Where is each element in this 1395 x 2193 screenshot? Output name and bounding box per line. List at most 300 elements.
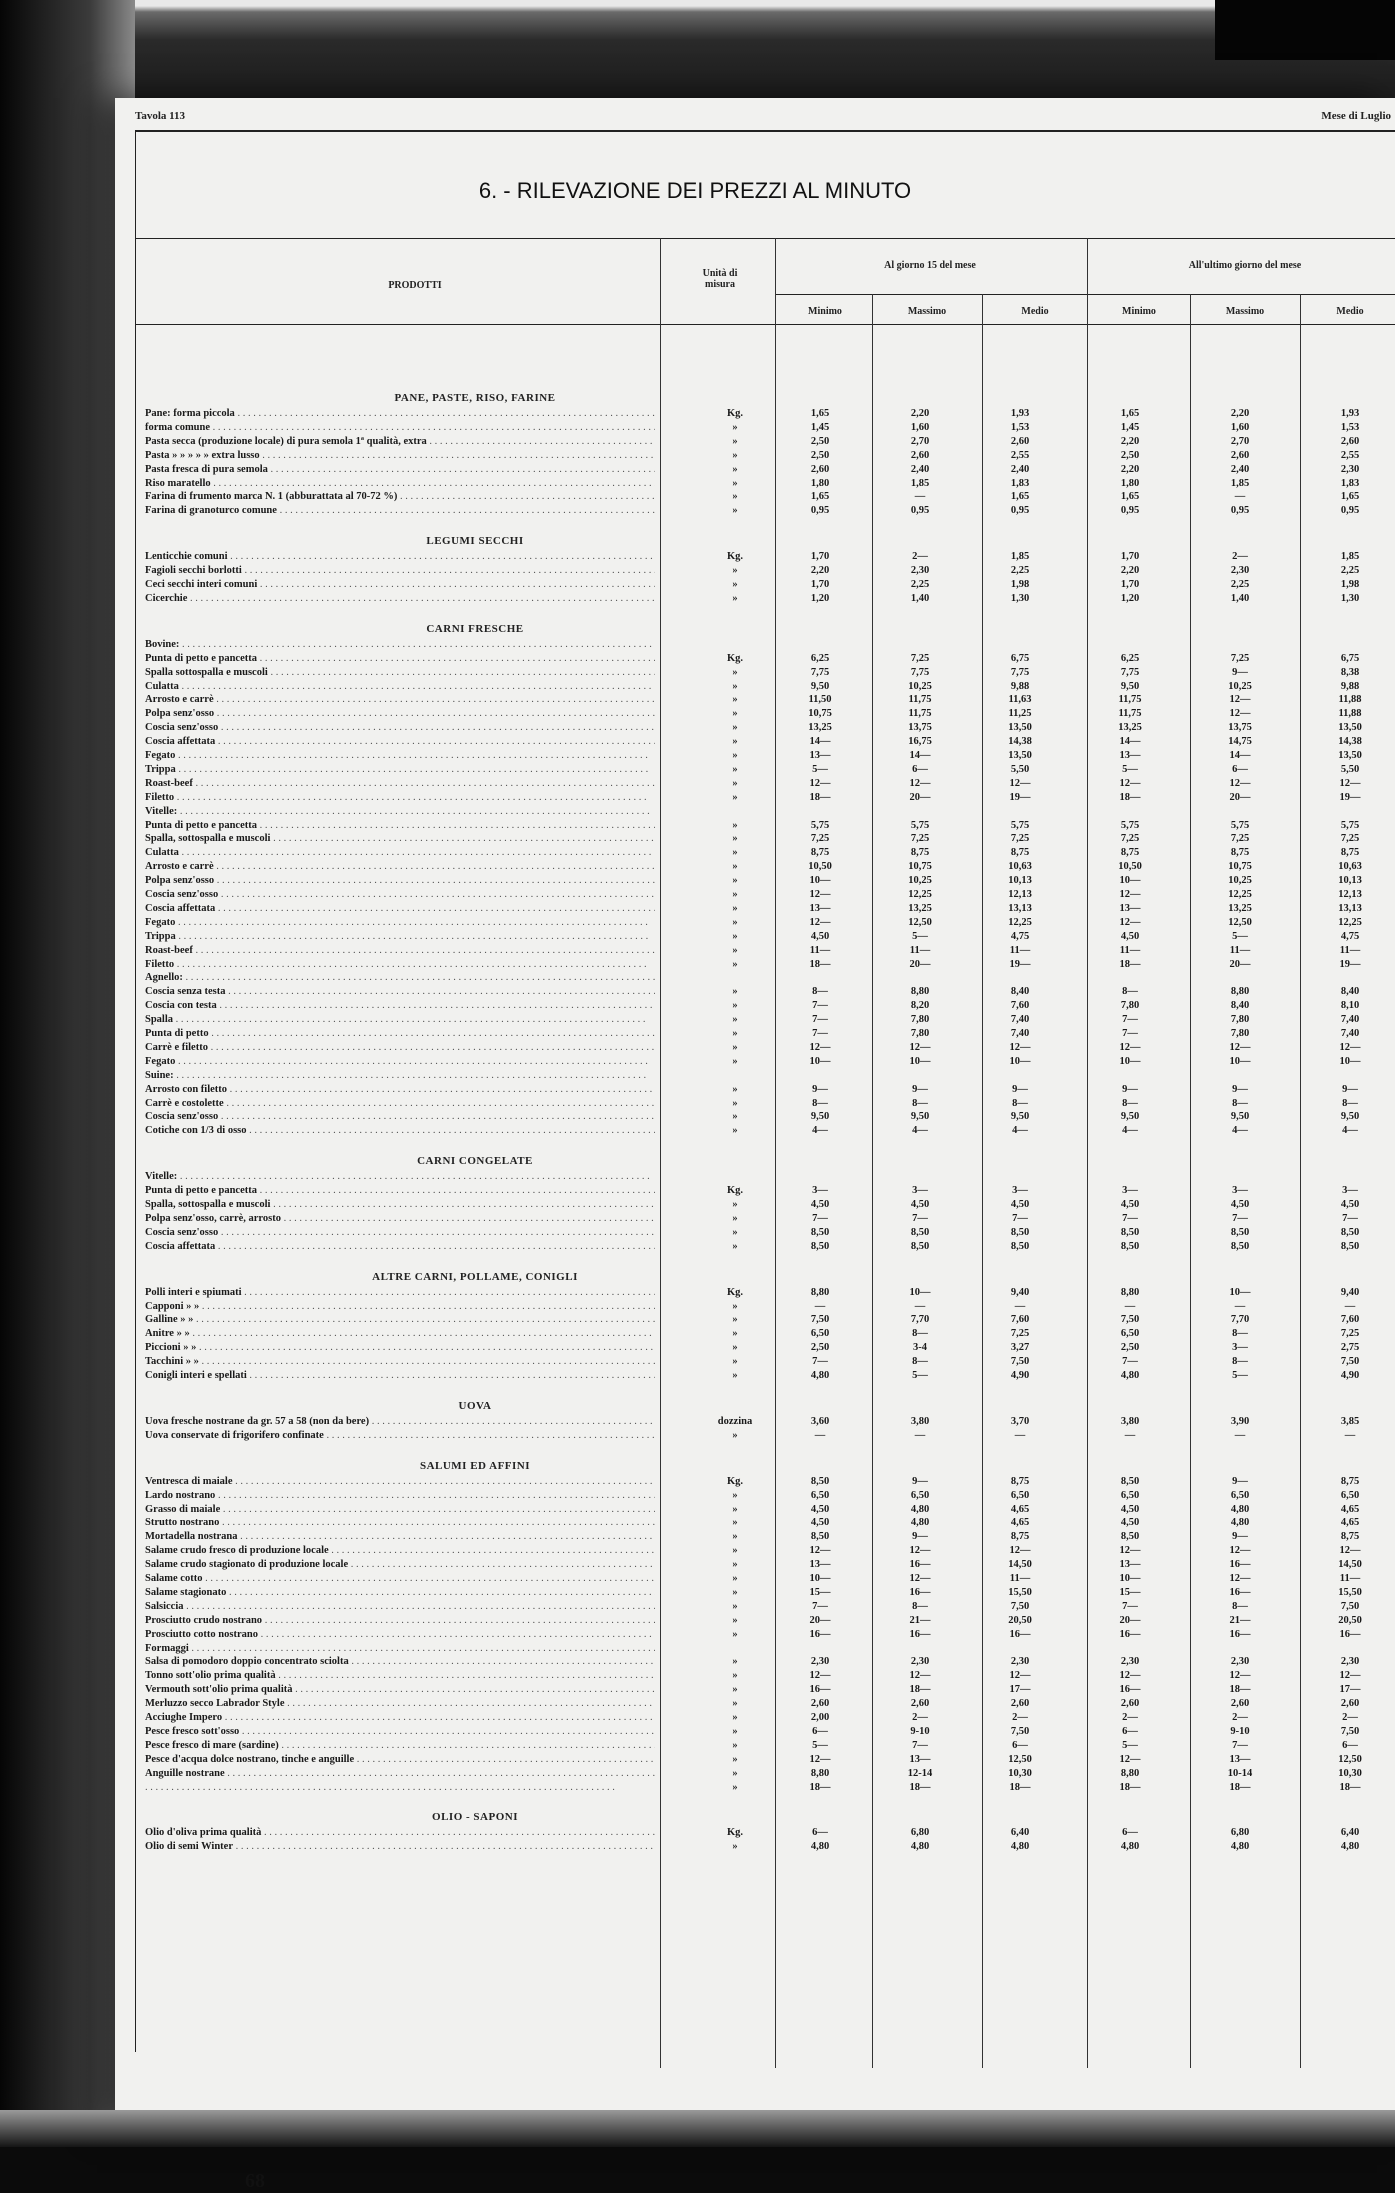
price-avg-15: 18— xyxy=(1009,1781,1031,1793)
price-max-15: 13,75 xyxy=(908,722,932,734)
product-name: Filetto . . . xyxy=(145,959,655,970)
price-avg-last: 9,50 xyxy=(1340,1111,1360,1123)
table-row xyxy=(135,1056,1395,1070)
price-min-last: 10,50 xyxy=(1118,861,1142,873)
product-name: Punta di petto e pancetta . . . xyxy=(145,820,655,831)
price-max-15: 7,75 xyxy=(910,666,930,678)
price-min-last: 6— xyxy=(1122,1827,1138,1839)
product-name: Pasta fresca di pura semola . . . xyxy=(145,464,655,475)
price-min-last: 1,45 xyxy=(1120,421,1140,433)
price-avg-last: 4,50 xyxy=(1340,1199,1360,1210)
price-avg-last: 1,30 xyxy=(1340,592,1360,604)
price-avg-last: 8,40 xyxy=(1340,986,1360,998)
price-avg-last: 10,30 xyxy=(1338,1767,1362,1779)
table-row xyxy=(135,1084,1395,1098)
price-min-last: 1,70 xyxy=(1120,579,1140,590)
price-max-last: 2— xyxy=(1232,1712,1248,1723)
price-min-15: 8,80 xyxy=(810,1286,830,1298)
price-avg-15: 4,75 xyxy=(1010,930,1030,942)
price-min-last: 11,75 xyxy=(1118,694,1142,706)
price-min-last: 8— xyxy=(1122,1097,1138,1109)
price-max-15: 5— xyxy=(912,930,928,942)
price-avg-last: 8— xyxy=(1342,1097,1358,1109)
product-name: Salsa di pomodoro doppio concentrato sciolta . . . xyxy=(145,1656,655,1667)
price-avg-15: — xyxy=(1014,1429,1026,1441)
price-max-last: 8,50 xyxy=(1230,1240,1250,1252)
price-max-15: 5,75 xyxy=(910,819,930,831)
table-row xyxy=(135,1517,1395,1531)
col-head-min-1: Minimo xyxy=(808,306,842,317)
product-name: Cicerchie . . . xyxy=(145,593,655,604)
price-min-last: 4,80 xyxy=(1120,1841,1140,1853)
table-row xyxy=(135,1241,1395,1255)
unit-cell: » xyxy=(732,421,738,433)
price-avg-last: 1,83 xyxy=(1340,477,1360,489)
price-avg-15: 13,50 xyxy=(1008,750,1032,761)
price-avg-15: 4,90 xyxy=(1010,1370,1030,1381)
price-min-15: 20— xyxy=(809,1614,831,1626)
product-name: Fegato . . . xyxy=(145,750,655,761)
price-min-15: 12— xyxy=(809,1753,831,1765)
price-max-last: 10-14 xyxy=(1227,1767,1253,1779)
table-row xyxy=(135,736,1395,750)
price-max-15: 11— xyxy=(909,944,931,956)
unit-cell: » xyxy=(732,1000,738,1012)
table-row xyxy=(135,1629,1395,1643)
unit-cell: » xyxy=(732,1753,738,1765)
price-min-15: 9— xyxy=(812,1083,828,1095)
table-row xyxy=(135,1356,1395,1370)
unit-cell: » xyxy=(732,1429,738,1441)
price-avg-15: 2,55 xyxy=(1010,449,1030,461)
product-name: Farina di granoturco comune . . . xyxy=(145,505,655,516)
unit-cell: » xyxy=(732,1600,738,1612)
col-head-products: PRODOTTI xyxy=(388,280,442,291)
price-min-15: 0,95 xyxy=(810,505,830,517)
scan-top-edge xyxy=(0,0,1395,105)
unit-cell: » xyxy=(732,449,738,461)
table-row xyxy=(135,653,1395,667)
product-name: Polli interi e spiumati . . . xyxy=(145,1287,655,1298)
product-name: Riso maratello . . . xyxy=(145,478,655,489)
page-number: 68 xyxy=(245,2170,265,2192)
price-min-last: 7,25 xyxy=(1120,833,1140,845)
price-min-15: 10— xyxy=(809,1055,831,1067)
price-min-last: 1,70 xyxy=(1120,551,1140,563)
unit-cell: » xyxy=(732,565,738,577)
price-max-15: 12— xyxy=(909,1041,931,1053)
price-max-last: 8— xyxy=(1232,1328,1248,1340)
price-avg-last: 5,75 xyxy=(1340,819,1360,831)
price-min-15: 1,70 xyxy=(810,579,830,590)
unit-cell: » xyxy=(732,592,738,604)
product-name: Salame cotto . . . xyxy=(145,1573,655,1584)
price-max-15: 13,25 xyxy=(908,902,932,914)
table-row xyxy=(135,1827,1395,1841)
table-row xyxy=(135,1559,1395,1573)
price-min-last: 2,20 xyxy=(1120,435,1140,447)
price-avg-15: 1,53 xyxy=(1010,421,1030,433)
price-avg-15: 10,30 xyxy=(1008,1767,1032,1779)
price-avg-last: 7,50 xyxy=(1340,1356,1360,1368)
price-min-15: 4— xyxy=(812,1125,828,1137)
price-max-15: 12,50 xyxy=(908,916,932,928)
price-max-last: 4,50 xyxy=(1230,1199,1250,1210)
price-min-last: 15— xyxy=(1119,1586,1141,1598)
product-name: Coscia senz'osso . . . xyxy=(145,1227,655,1238)
table-row xyxy=(135,959,1395,973)
price-max-15: 8— xyxy=(912,1328,928,1340)
product-name: Pesce fresco di mare (sardine) . . . xyxy=(145,1740,655,1751)
price-max-last: 5,75 xyxy=(1230,819,1250,831)
product-name: Coscia affettata . . . xyxy=(145,736,655,747)
price-min-15: 4,50 xyxy=(810,930,830,942)
price-min-15: 8,50 xyxy=(810,1531,830,1543)
price-max-15: 11,75 xyxy=(908,694,932,706)
price-avg-15: 11,63 xyxy=(1008,694,1032,706)
price-avg-15: 15,50 xyxy=(1008,1586,1032,1598)
price-min-last: 6,25 xyxy=(1120,652,1140,664)
product-name: Coscia affettata . . . xyxy=(145,1241,655,1252)
price-avg-15: 3,27 xyxy=(1010,1342,1030,1354)
price-avg-15: 7,60 xyxy=(1010,1000,1030,1012)
price-max-15: 12— xyxy=(909,1545,931,1557)
price-avg-last: 1,53 xyxy=(1340,421,1360,433)
price-avg-last: — xyxy=(1344,1300,1356,1312)
price-avg-15: 12— xyxy=(1009,1670,1031,1682)
unit-cell: » xyxy=(732,463,738,475)
product-name: Fagioli secchi borlotti . . . xyxy=(145,565,655,576)
table-row xyxy=(135,945,1395,959)
product-name: Suine: . . . xyxy=(145,1070,655,1081)
unit-cell: » xyxy=(732,902,738,914)
product-name: Carrè e costolette . . . xyxy=(145,1098,655,1109)
price-min-last: 6,50 xyxy=(1120,1489,1140,1501)
unit-cell: » xyxy=(732,930,738,942)
price-avg-last: 1,93 xyxy=(1340,408,1360,419)
table-row xyxy=(135,1545,1395,1559)
product-name: Conigli interi e spellati . . . xyxy=(145,1370,655,1381)
table-row xyxy=(135,722,1395,736)
price-avg-15: 10,63 xyxy=(1008,861,1032,873)
price-avg-15: 13,13 xyxy=(1008,902,1032,914)
price-avg-last: 2,30 xyxy=(1340,1656,1360,1668)
price-avg-last: 11— xyxy=(1339,944,1361,956)
price-avg-15: 2,60 xyxy=(1010,1698,1030,1710)
product-name: Polpa senz'osso, carrè, arrosto . . . xyxy=(145,1213,655,1224)
unit-cell: Kg. xyxy=(726,1475,744,1487)
unit-cell: » xyxy=(732,1014,738,1026)
page-title: 6. - RILEVAZIONE DEI PREZZI AL MINUTO xyxy=(478,178,912,203)
price-avg-15: 14,50 xyxy=(1008,1559,1032,1571)
price-avg-15: 17— xyxy=(1009,1684,1031,1696)
price-max-15: 8— xyxy=(912,1097,928,1109)
price-avg-15: 6— xyxy=(1012,1739,1028,1751)
price-min-last: 16— xyxy=(1119,1684,1141,1696)
product-name: Punta di petto . . . xyxy=(145,1028,655,1039)
table-row xyxy=(135,1014,1395,1028)
price-min-15: 5,75 xyxy=(810,819,830,831)
unit-cell: » xyxy=(732,722,738,734)
price-avg-15: 2,40 xyxy=(1010,463,1030,475)
unit-cell: » xyxy=(732,875,738,887)
product-name: Polpa senz'osso . . . xyxy=(145,708,655,719)
price-min-last: 8,80 xyxy=(1120,1286,1140,1298)
unit-cell: » xyxy=(732,1586,738,1598)
price-min-last: 1,65 xyxy=(1120,491,1140,503)
price-avg-15: 7,60 xyxy=(1010,1314,1030,1326)
table-row xyxy=(135,1213,1395,1227)
product-name: Salame crudo stagionato di produzione locale . . . xyxy=(145,1559,655,1570)
unit-cell: » xyxy=(732,819,738,831)
price-max-15: 8,20 xyxy=(910,1000,930,1012)
unit-cell: Kg. xyxy=(726,408,744,419)
price-min-last: 4,50 xyxy=(1120,1199,1140,1210)
price-max-last: 2,70 xyxy=(1230,435,1250,447)
price-max-15: 4,50 xyxy=(910,1199,930,1210)
price-avg-last: 4,80 xyxy=(1340,1841,1360,1853)
price-avg-last: 7,25 xyxy=(1340,833,1360,845)
table-row xyxy=(135,1171,1395,1185)
table-row xyxy=(135,1656,1395,1670)
unit-cell: » xyxy=(732,1712,738,1723)
product-name: Spalla . . . xyxy=(145,1014,655,1025)
price-max-15: 7,25 xyxy=(910,652,930,664)
price-avg-15: 11— xyxy=(1009,944,1031,956)
table-row xyxy=(135,1587,1395,1601)
price-avg-last: 7,40 xyxy=(1340,1028,1360,1039)
price-min-15: 8,50 xyxy=(810,1240,830,1252)
unit-cell: » xyxy=(732,1028,738,1039)
unit-cell: » xyxy=(732,708,738,720)
price-avg-15: 10,13 xyxy=(1008,875,1032,887)
table-row xyxy=(135,833,1395,847)
price-min-last: 3— xyxy=(1122,1185,1138,1197)
price-max-15: 2,30 xyxy=(910,1656,930,1668)
price-min-15: 13— xyxy=(809,1559,831,1571)
price-min-last: 9— xyxy=(1122,1083,1138,1095)
section-title: PANE, PASTE, RISO, FARINE xyxy=(394,392,556,404)
table-row xyxy=(135,1504,1395,1518)
price-min-last: 18— xyxy=(1119,1781,1141,1793)
price-avg-last: 11,88 xyxy=(1338,708,1362,720)
price-min-15: 1,45 xyxy=(810,421,830,433)
price-min-last: 8,75 xyxy=(1120,847,1140,859)
price-min-15: 2,00 xyxy=(810,1712,830,1723)
price-max-last: 7,80 xyxy=(1230,1028,1250,1039)
unit-cell: » xyxy=(732,1670,738,1682)
unit-cell: » xyxy=(732,1545,738,1557)
price-max-last: 4— xyxy=(1232,1125,1248,1137)
price-min-15: 7— xyxy=(812,1356,828,1368)
price-avg-last: 12,25 xyxy=(1338,916,1362,928)
price-max-15: 16— xyxy=(909,1628,931,1640)
price-min-last: 7,80 xyxy=(1120,1000,1140,1012)
product-name: Agnello: . . . xyxy=(145,972,655,983)
price-max-last: 8,40 xyxy=(1230,1000,1250,1012)
price-min-15: — xyxy=(814,1300,826,1312)
price-max-15: 20— xyxy=(909,791,931,803)
unit-cell: » xyxy=(732,435,738,447)
price-max-last: — xyxy=(1234,1429,1246,1441)
price-max-last: 10— xyxy=(1229,1055,1251,1067)
price-max-last: 13,75 xyxy=(1228,722,1252,734)
price-max-15: 4— xyxy=(912,1125,928,1137)
table-row xyxy=(135,1684,1395,1698)
price-avg-last: 2,60 xyxy=(1340,435,1360,447)
price-avg-15: 6,40 xyxy=(1010,1827,1030,1839)
price-max-15: — xyxy=(914,491,926,503)
table-row xyxy=(135,1615,1395,1629)
price-min-last: 1,65 xyxy=(1120,408,1140,419)
price-max-last: 18— xyxy=(1229,1781,1251,1793)
price-min-last: 4,50 xyxy=(1120,1517,1140,1529)
price-avg-last: 7,50 xyxy=(1340,1725,1360,1737)
price-avg-15: 7,50 xyxy=(1010,1725,1030,1737)
unit-cell: » xyxy=(732,750,738,761)
product-name: Mortadella nostrana . . . xyxy=(145,1531,655,1542)
table-row xyxy=(135,889,1395,903)
month-label: Mese di Luglio xyxy=(1321,110,1391,122)
price-avg-15: 2— xyxy=(1012,1712,1028,1723)
price-min-last: 6,50 xyxy=(1120,1328,1140,1340)
price-max-last: 5— xyxy=(1232,930,1248,942)
price-min-last: 4,50 xyxy=(1120,1503,1140,1515)
price-avg-last: 1,85 xyxy=(1340,551,1360,563)
price-max-last: 6,80 xyxy=(1230,1827,1250,1839)
price-avg-last: 10,63 xyxy=(1338,861,1362,873)
price-max-15: 12-14 xyxy=(907,1767,933,1779)
price-avg-last: 11— xyxy=(1339,1573,1361,1584)
price-min-last: — xyxy=(1124,1300,1136,1312)
product-name: Spalla, sottospalla e muscoli . . . xyxy=(145,833,655,844)
table-row xyxy=(135,1287,1395,1301)
price-max-last: 2,30 xyxy=(1230,1656,1250,1668)
product-name: Culatta . . . xyxy=(145,681,655,692)
price-max-last: 16— xyxy=(1229,1559,1251,1571)
table-row xyxy=(135,667,1395,681)
unit-cell: » xyxy=(732,505,738,517)
unit-cell: » xyxy=(732,477,738,489)
price-avg-15: — xyxy=(1014,1300,1026,1312)
price-max-last: 7,25 xyxy=(1230,652,1250,664)
price-max-last: 4,80 xyxy=(1230,1503,1250,1515)
price-min-last: 9,50 xyxy=(1120,1111,1140,1123)
price-avg-last: 14,50 xyxy=(1338,1559,1362,1571)
price-avg-15: 4,50 xyxy=(1010,1199,1030,1210)
section-title: LEGUMI SECCHI xyxy=(426,535,524,548)
price-max-last: 16— xyxy=(1229,1586,1251,1598)
product-name: Coscia senz'osso . . . xyxy=(145,889,655,900)
price-avg-15: 1,83 xyxy=(1010,477,1030,489)
product-name: Vitelle: . . . xyxy=(145,1171,655,1182)
table-row xyxy=(135,806,1395,820)
price-min-15: 2,50 xyxy=(810,1342,830,1354)
unit-cell: » xyxy=(732,986,738,998)
table-row xyxy=(135,1476,1395,1490)
price-avg-last: 3— xyxy=(1342,1185,1358,1197)
product-name: Farina di frumento marca N. 1 (abburattata al 70-72 %) . . . xyxy=(145,491,655,502)
price-max-last: 18— xyxy=(1229,1684,1251,1696)
price-min-last: 8,50 xyxy=(1120,1475,1140,1487)
price-min-15: 18— xyxy=(809,1781,831,1793)
table-row xyxy=(135,972,1395,986)
price-min-last: 2,20 xyxy=(1120,463,1140,475)
unit-cell: » xyxy=(732,1684,738,1696)
price-min-15: 2,20 xyxy=(810,565,830,577)
table-row xyxy=(135,1601,1395,1615)
price-avg-15: 9,40 xyxy=(1010,1286,1030,1298)
unit-cell: » xyxy=(732,1841,738,1853)
product-name: Vermouth sott'olio prima qualità . . . xyxy=(145,1684,655,1695)
price-min-15: 18— xyxy=(809,791,831,803)
price-max-15: 9,50 xyxy=(910,1111,930,1123)
table-number: Tavola 113 xyxy=(135,110,186,122)
price-min-last: 10— xyxy=(1119,1573,1141,1584)
price-avg-15: 1,65 xyxy=(1010,491,1030,503)
product-name: Acciughe Impero . . . xyxy=(145,1712,655,1723)
price-max-last: 3— xyxy=(1232,1342,1248,1354)
table-row xyxy=(135,778,1395,792)
unit-cell: » xyxy=(732,1240,738,1252)
unit-cell: » xyxy=(732,1503,738,1515)
unit-cell: Kg. xyxy=(726,1827,744,1839)
price-max-last: 12— xyxy=(1229,1670,1251,1682)
price-min-last: 18— xyxy=(1119,791,1141,803)
price-min-15: 2,30 xyxy=(810,1656,830,1668)
product-name: forma comune . . . xyxy=(145,422,655,433)
product-name: Trippa . . . xyxy=(145,931,655,942)
product-name: Uova fresche nostrane da gr. 57 a 58 (non da bere) . . . xyxy=(145,1416,655,1427)
price-max-15: 18— xyxy=(909,1781,931,1793)
price-avg-15: 12— xyxy=(1009,1545,1031,1557)
unit-cell: » xyxy=(732,1083,738,1095)
price-max-15: 2,60 xyxy=(910,1698,930,1710)
price-max-last: 7— xyxy=(1232,1212,1248,1224)
price-min-last: 4,50 xyxy=(1120,930,1140,942)
unit-cell: » xyxy=(732,958,738,970)
price-avg-15: 3— xyxy=(1012,1185,1028,1197)
price-max-15: 9-10 xyxy=(910,1725,930,1737)
price-avg-15: 2,60 xyxy=(1010,435,1030,447)
price-max-15: 1,60 xyxy=(910,421,930,433)
unit-cell: » xyxy=(732,1226,738,1238)
price-avg-15: 4,65 xyxy=(1010,1503,1030,1515)
price-avg-last: 2,30 xyxy=(1340,463,1360,475)
price-min-15: 1,70 xyxy=(810,551,830,563)
price-max-last: 2,60 xyxy=(1230,1698,1250,1710)
price-avg-last: 12— xyxy=(1339,1545,1361,1557)
price-max-last: 20— xyxy=(1229,958,1251,970)
price-max-15: — xyxy=(914,1429,926,1441)
table-row xyxy=(135,903,1395,917)
price-min-15: 7— xyxy=(812,1000,828,1012)
price-max-15: 12— xyxy=(909,777,931,789)
product-name: Arrosto con filetto . . . xyxy=(145,1084,655,1095)
price-max-15: 8,50 xyxy=(910,1240,930,1252)
product-name: Olio d'oliva prima qualità . . . xyxy=(145,1827,655,1838)
price-avg-15: 1,30 xyxy=(1010,592,1030,604)
price-avg-last: 12— xyxy=(1339,1670,1361,1682)
table-row xyxy=(135,861,1395,875)
price-min-15: 8,75 xyxy=(810,847,830,859)
price-max-last: 16— xyxy=(1229,1628,1251,1640)
price-avg-15: 8,75 xyxy=(1010,1531,1030,1543)
unit-cell: » xyxy=(732,1739,738,1751)
table-row xyxy=(135,1768,1395,1782)
price-avg-last: 8,50 xyxy=(1340,1226,1360,1238)
unit-cell: » xyxy=(732,791,738,803)
